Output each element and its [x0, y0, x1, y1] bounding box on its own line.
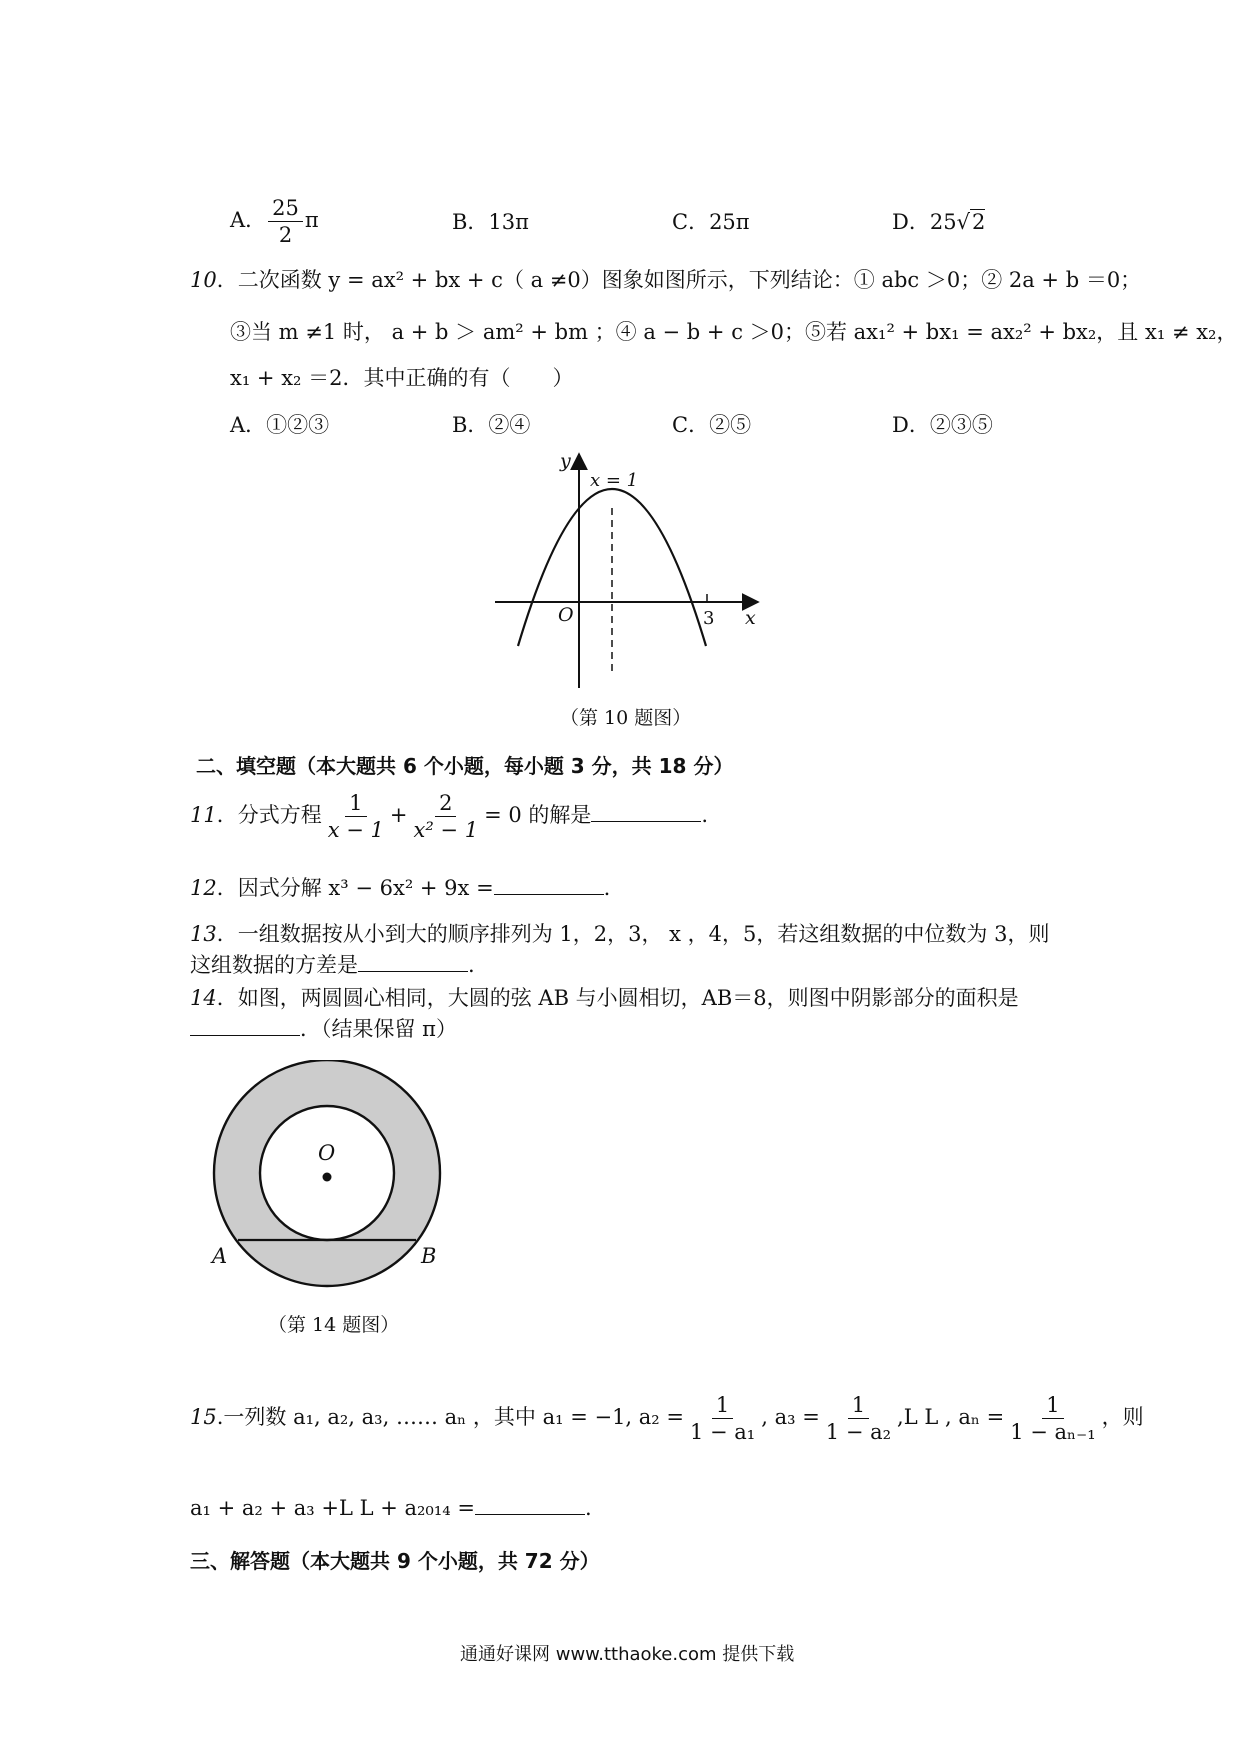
q9-option-c: C．25π — [672, 210, 750, 234]
q13-line2: 这组数据的方差是 . — [190, 953, 475, 977]
q14-center-label: O — [318, 1141, 336, 1165]
q10-root-label: 3 — [703, 608, 715, 629]
q9-option-a: A． $\frac{25}{2}$ π — [230, 196, 319, 247]
q15-fraction-a2: $\frac{1}{\text{1 − a₁}}$ — [689, 1393, 756, 1444]
q11-text: 11．分式方程 $\frac{1}{x - 1}$ + $\frac{2}{\text{x² − 1}}$ = 0 的解是 . — [190, 791, 709, 842]
q10-y-label: y — [560, 450, 571, 472]
q10-option-a: A．①②③ — [230, 413, 330, 437]
q9-option-b: B．13π — [452, 210, 529, 234]
q11-fraction-2: $\frac{2}{\text{x² − 1}}$ — [413, 791, 479, 842]
q10-axis-line-label: x = 1 — [590, 470, 639, 491]
q14-caption: （第 14 题图） — [268, 1314, 400, 1336]
q10-option-d: D．②③⑤ — [892, 413, 993, 437]
q14-answer-blank[interactable] — [190, 1017, 300, 1036]
q10-option-b: B．②④ — [452, 413, 531, 437]
footer-text: 通通好课网 www.tthaoke.com 提供下载 — [460, 1644, 795, 1665]
q10-line1: 10．二次函数 y = ax² + bx + c（ a ≠0）图象如图所示，下列结论：① abc ＞0；② 2a + b ＝0； — [190, 268, 1142, 292]
q14-line1: 14．如图，两圆圆心相同，大圆的弦 AB 与小圆相切，AB＝8，则图中阴影部分的面积是 — [190, 986, 1019, 1010]
q15-line2: a₁ + a₂ + a₃ +L L + a₂₀₁₄ = . — [190, 1496, 592, 1520]
q10-option-c: C．②⑤ — [672, 413, 752, 437]
q14-concentric-circles-figure — [200, 1060, 460, 1290]
q13-answer-blank[interactable] — [358, 953, 468, 972]
q14-point-b-label: B — [421, 1244, 437, 1268]
q10-line3: x₁ + x₂ ＝2．其中正确的有（ ） — [230, 366, 574, 390]
q15-fraction-an: $\frac{1}{\text{1 − aₙ₋₁}}$ — [1010, 1393, 1096, 1444]
q15-answer-blank[interactable] — [475, 1496, 585, 1515]
q11-fraction-1: $\frac{1}{x - 1}$ — [327, 791, 384, 842]
q10-parabola-figure — [480, 440, 780, 700]
q10-origin-label: O — [558, 604, 574, 626]
q12-answer-blank[interactable] — [494, 876, 604, 895]
q14-point-a-label: A — [212, 1244, 228, 1268]
q15-line1: 15.一列数 a₁, a₂, a₃, …… aₙ ，其中 a₁ = −1, a₂ = $\frac{1}{\text{1 − a₁}}$ , a₃ = $\frac{1}{\text{1 − a₂}}$ ,L L , aₙ = $\frac{1}{\text{1 − aₙ₋₁}}$ ，则 — [190, 1393, 1144, 1444]
q13-line1: 13．一组数据按从小到大的顺序排列为 1，2，3， x ，4，5，若这组数据的中位数为 3，则 — [190, 922, 1050, 946]
section2-heading: 二、填空题（本大题共 6 个小题，每小题 3 分，共 18 分） — [196, 754, 734, 778]
q14-line2: ．（结果保留 π） — [190, 1015, 457, 1043]
q10-line2: ③当 m ≠1 时， a + b ＞ am² + bm ；④ a − b + c ＞0；⑤若 ax₁² + bx₁ = ax₂² + bx₂，且 x₁ ≠ x₂， — [230, 320, 1238, 344]
q10-caption: （第 10 题图） — [560, 707, 692, 729]
q9-option-d: D．25√2 — [892, 210, 986, 234]
q14-center-dot — [323, 1173, 332, 1182]
section3-heading: 三、解答题（本大题共 9 个小题，共 72 分） — [190, 1549, 600, 1573]
q9-option-a-fraction: $\frac{25}{2}$ — [268, 195, 303, 248]
q11-answer-blank[interactable] — [591, 803, 701, 822]
q10-x-label: x — [745, 607, 756, 629]
q12-text: 12．因式分解 x³ − 6x² + 9x = . — [190, 876, 611, 900]
q15-fraction-a3: $\frac{1}{\text{1 − a₂}}$ — [825, 1393, 892, 1444]
